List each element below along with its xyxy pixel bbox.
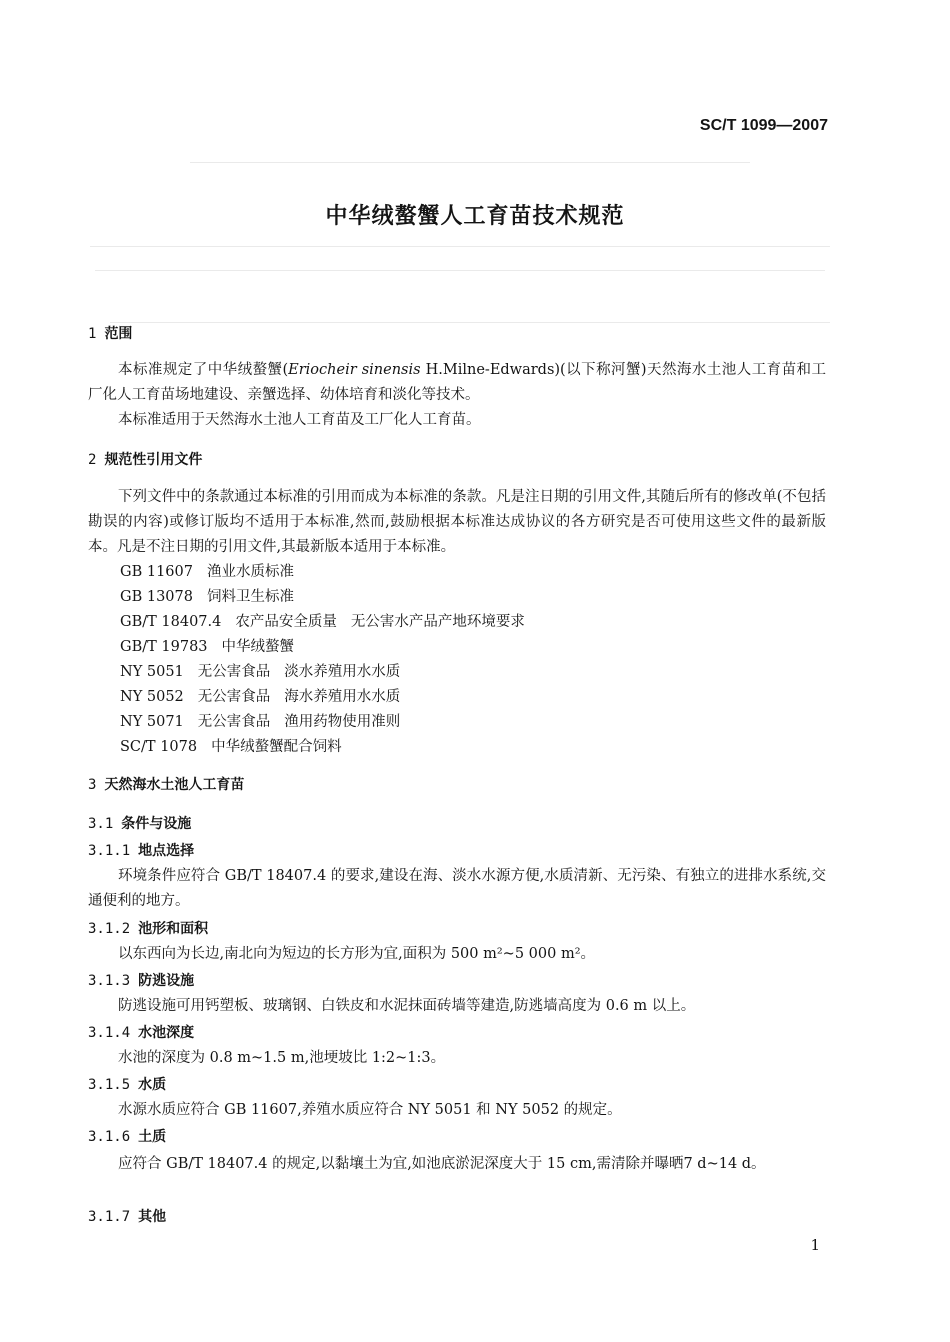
reference-item: SC/T 1078 中华绒螯蟹配合饲料 — [120, 739, 342, 755]
section-title: 水池深度 — [138, 1025, 195, 1041]
scope-paragraph-1: 本标准规定了中华绒螯蟹(Eriocheir sinensis H.Milne-Edwards)(以下称河蟹)天然海水土池人工育苗和工厂化人工育苗场地建设、亲蟹选择、幼体培育和淡化等技术。 — [88, 362, 827, 403]
section-title: 其他 — [138, 1209, 167, 1225]
section-number: 3.1.3 — [88, 973, 131, 989]
section-3-1-1-heading — [88, 840, 194, 860]
page-title: 中华绒螯蟹人工育苗技术规范 — [325, 204, 625, 229]
section-3-1-3-heading — [88, 970, 194, 990]
page-number: 1 — [810, 1236, 820, 1254]
section-3-1-6-heading — [88, 1126, 166, 1146]
scope-paragraph-2: 本标准适用于天然海水土池人工育苗及工厂化人工育苗。 — [118, 412, 481, 428]
section-3-1-2-text: 以东西向为长边,南北向为短边的长方形为宜,面积为 500 m²~5 000 m²。 — [118, 946, 596, 962]
section-number: 3.1.7 — [88, 1209, 131, 1225]
section-title: 范围 — [104, 326, 133, 342]
reference-item: NY 5052 无公害食品 海水养殖用水水质 — [120, 689, 401, 705]
reference-item: GB 13078 饲料卫生标准 — [120, 589, 294, 605]
reference-item: NY 5071 无公害食品 渔用药物使用准则 — [120, 714, 401, 730]
section-number: 3.1.2 — [88, 921, 131, 937]
section-number: 3.1.1 — [88, 843, 131, 859]
section-title: 规范性引用文件 — [104, 452, 203, 468]
reference-item: GB/T 18407.4 农产品安全质量 无公害水产品产地环境要求 — [120, 614, 525, 630]
section-number: 3.1.4 — [88, 1025, 131, 1041]
standard-code: SC/T 1099—2007 — [699, 117, 828, 134]
section-3-1-heading — [88, 813, 191, 833]
section-title: 水质 — [138, 1077, 167, 1093]
section-3-1-5-text: 水源水质应符合 GB 11607,养殖水质应符合 NY 5051 和 NY 5052 的规定。 — [118, 1102, 622, 1118]
bleed-through-line — [90, 246, 830, 247]
bleed-through-line — [110, 322, 830, 323]
section-title: 防逃设施 — [138, 973, 195, 989]
section-title: 天然海水土池人工育苗 — [104, 777, 245, 793]
species-name: Eriocheir sinensis — [288, 362, 421, 378]
section-number: 3 — [88, 777, 97, 793]
section-1-heading — [88, 323, 132, 343]
section-number: 3.1.6 — [88, 1129, 131, 1145]
section-number: 2 — [88, 452, 97, 468]
section-title: 池形和面积 — [138, 921, 209, 937]
section-3-1-5-heading — [88, 1074, 166, 1094]
section-number: 3.1.5 — [88, 1077, 131, 1093]
section-2-heading — [88, 449, 202, 469]
section-3-1-3-text: 防逃设施可用钙塑板、玻璃钢、白铁皮和水泥抹面砖墙等建造,防逃墙高度为 0.6 m 以上。 — [118, 998, 696, 1014]
section-number: 1 — [88, 326, 97, 342]
reference-item: GB/T 19783 中华绒螯蟹 — [120, 639, 295, 655]
section-3-heading — [88, 774, 244, 794]
section-3-1-2-heading — [88, 918, 208, 938]
section-3-1-1-text: 环境条件应符合 GB/T 18407.4 的要求,建设在海、淡水水源方便,水质清新、无污染、有独立的进排水系统,交通便利的地方。 — [88, 868, 826, 909]
section-number: 3.1 — [88, 816, 114, 832]
references-intro: 下列文件中的条款通过本标准的引用而成为本标准的条款。凡是注日期的引用文件,其随后所有的修改单(不包括勘误的内容)或修订版均不适用于本标准,然而,鼓励根据本标准达成协议的各方研究是否可使用这些文件的最新版本。凡是不注日期的引用文件,其最新版本适用于本标准。 — [88, 489, 826, 555]
bleed-through-line — [95, 270, 825, 271]
section-3-1-4-heading — [88, 1022, 194, 1042]
reference-item: NY 5051 无公害食品 淡水养殖用水水质 — [120, 664, 401, 680]
section-3-1-7-heading — [88, 1206, 166, 1226]
section-3-1-6-text: 应符合 GB/T 18407.4 的规定,以黏壤土为宜,如池底淤泥深度大于 15 cm,需清除并曝晒7 d~14 d。 — [118, 1156, 766, 1172]
section-title: 条件与设施 — [121, 816, 192, 832]
section-title: 地点选择 — [138, 843, 195, 859]
section-3-1-4-text: 水池的深度为 0.8 m~1.5 m,池埂坡比 1:2~1:3。 — [118, 1050, 446, 1066]
bleed-through-line — [190, 162, 750, 163]
section-title: 土质 — [138, 1129, 167, 1145]
reference-item: GB 11607 渔业水质标准 — [120, 564, 294, 580]
